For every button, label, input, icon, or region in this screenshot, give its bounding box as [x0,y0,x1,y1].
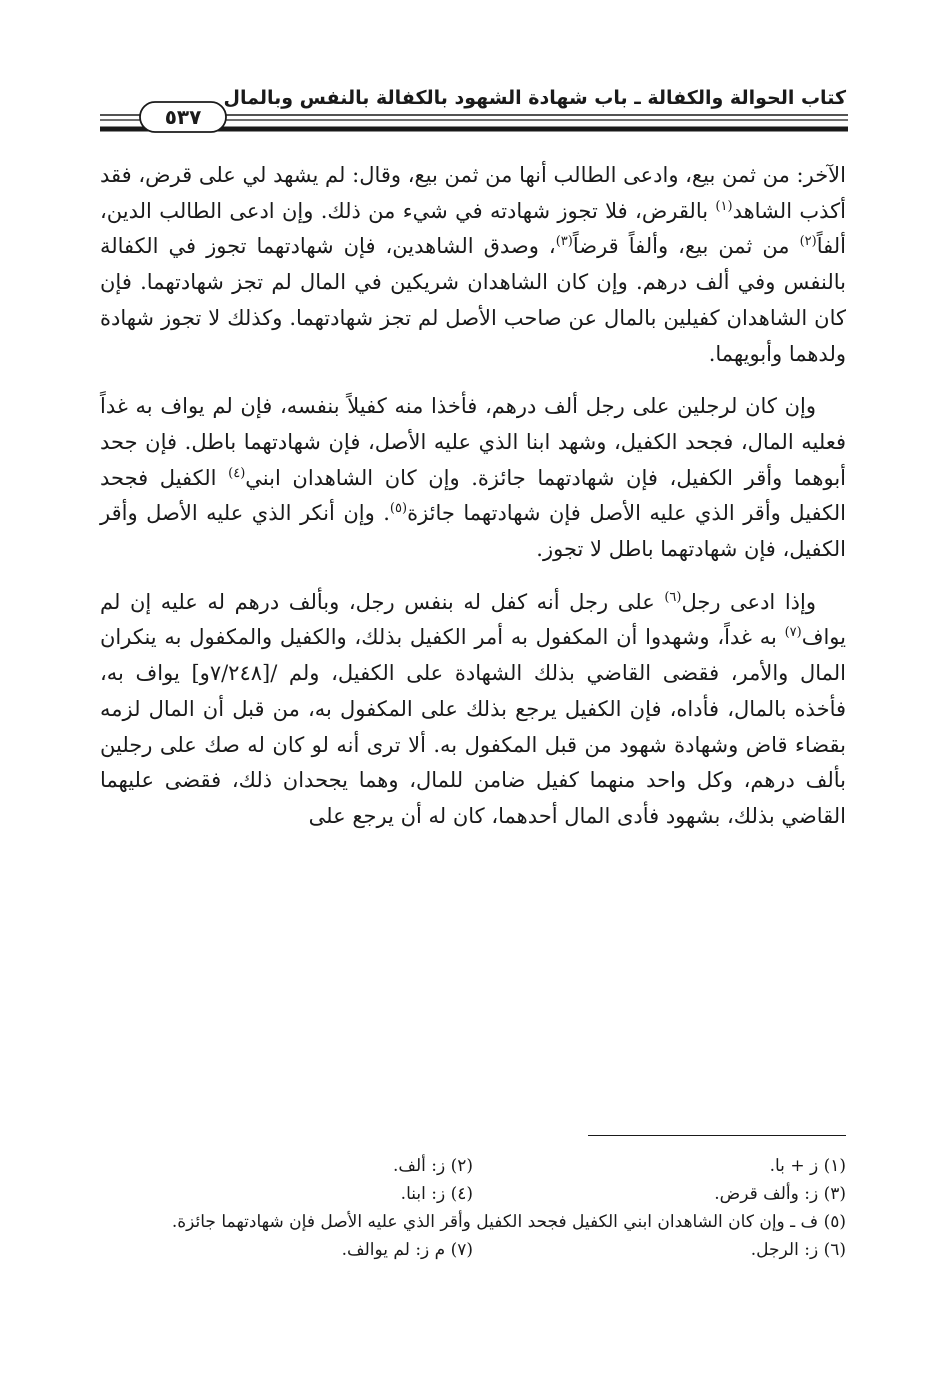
footnote-item: (٥) ف ـ وإن كان الشاهدان ابني الكفيل فجحد الكفيل وأقر الذي عليه الأصل فإن شهادتهما جائزة. [171,1212,846,1232]
main-text [100,158,846,835]
footnote-item: (١) ز + با. [769,1156,846,1176]
footnote-ref[interactable]: (٢) [799,234,817,250]
paragraph-2: وإن كان لرجلين على رجل ألف درهم، فأخذا منه كفيلاً بنفسه، فإن لم يواف به غداً فعليه المال، فجحد الكفيل، وشهد ابنا الذي عليه الأصل، فإن شهادتهما باطل. فإن جحد أبوهما وأقر الكفيل، فإن شهادتهما جائزة. وإن كان الشاهدان ابني$^{(٤)}$ الكفيل فجحد الكفيل وأقر الذي عليه الأصل فإن شهادتهما جائزة$^{(٥)}$. وإن أنكر الذي عليه الأصل وأقر الكفيل، فإن شهادتهما باطل لا تجوز. [100,394,847,562]
page-number: ٥٣٧ [164,105,202,129]
footnote-separator [588,1135,846,1136]
footnotes [100,1152,846,1264]
footnote-item: (٢) ز: ألف. [392,1156,473,1176]
footnote-row [100,1180,846,1208]
footnote-ref[interactable]: (٦) [664,589,682,605]
footnote-item: (٣) ز: وألف قرض. [714,1184,846,1204]
footnote-ref[interactable]: (٧) [784,625,802,641]
footnote-row [100,1236,846,1264]
footnote-ref[interactable]: (٣) [555,234,573,250]
footnote-item: (٦) ز: الرجل. [750,1240,846,1260]
running-header-title: كتاب الحوالة والكفالة ـ باب شهادة الشهود بالكفالة بالنفس وبالمال [223,87,846,109]
paragraph-3: وإذا ادعى رجل$^{(٦)}$ على رجل أنه كفل له بنفس رجل، وبألف درهم له عليه إن لم يواف$^{(٧)}$ به غداً، وشهدوا أن المكفول به أمر الكفيل بذلك، والكفيل والمكفول به ينكران المال والأمر، فقضى القاضي بذلك الشهادة على الكفيل، ولم /[٧/٢٤٨و] يواف به، فأخذه بالمال، فأداه، فإن الكفيل يرجع بذلك على المكفول به، من قبل أن المال لزمه بقضاء قاض وشهادة شهود من قبل المكفول به. ألا ترى أنه لو كان له صك على رجلين بألف درهم، وكل واحد منهما كفيل ضامن للمال، وهما يجحدان ذلك، فقضى عليهما القاضي بذلك، بشهود فأدى المال أحدهما، كان له أن يرجع على [100,589,846,828]
footnote-row [100,1152,846,1180]
footnote-ref[interactable]: (٤) [228,465,246,481]
footnote-item: (٤) ز: ابنا. [400,1184,473,1204]
paragraph-1: الآخر: من ثمن بيع، وادعى الطالب أنها من ثمن بيع، وقال: لم يشهد لي على قرض، فقد أكذب الشاهد$^{(١)}$ بالقرض، فلا تجوز شهادته في شيء من ذلك. وإن ادعى الطالب الدين، ألفاً$^{(٢)}$ من ثمن بيع، وألفاً قرضاً$^{(٣)}$، وصدق الشاهدين، فإن شهادتهما تجوز في الكفالة بالنفس وفي ألف درهم. وإن كان الشاهدان شريكين في المال لم تجز شهادتهما. فإن كان الشاهدان كفيلين بالمال عن صاحب الأصل لم تجز شهادتهما. وكذلك لا تجوز شهادة ولدهما وأبويهما. [100,163,846,366]
footnote-ref[interactable]: (٥) [389,501,408,517]
footnote-ref[interactable]: (١) [715,198,733,214]
footnote-item: (٧) م ز: لم يوالف. [341,1240,473,1260]
